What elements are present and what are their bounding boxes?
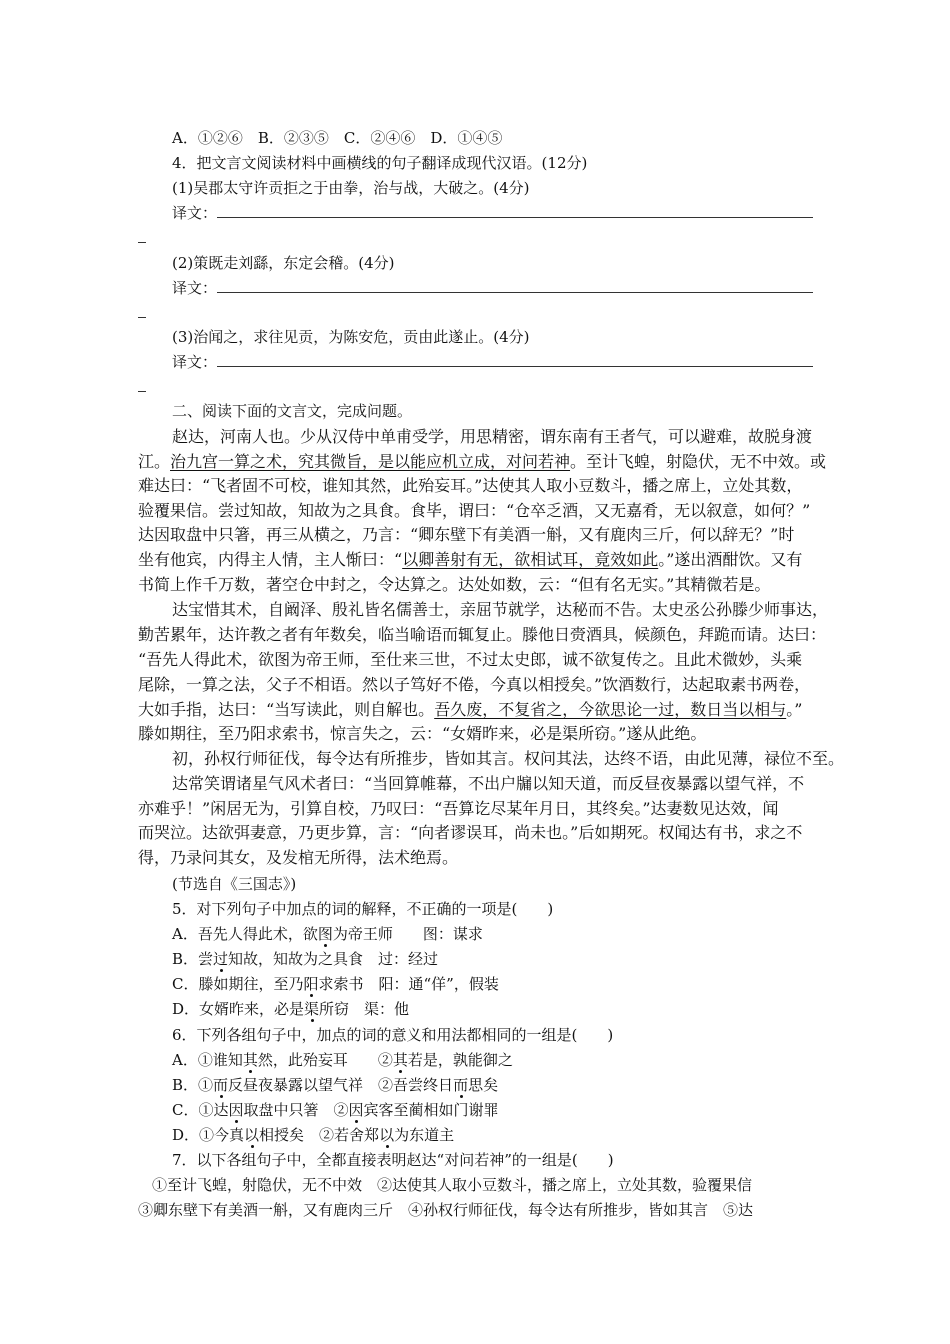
passage-line: 达常笑谓诸星气风术者曰：“当回算帷幕，不出户牖以知天道，而反昼夜暴露以望气祥，不: [172, 774, 805, 793]
source-note: (节选自《三国志》): [172, 875, 297, 893]
q4-item-2: (2)策既走刘繇，东定会稽。(4分): [172, 254, 395, 272]
passage-line: 达宝惜其术，自阚泽、殷礼皆名儒善士，亲屈节就学，达秘而不告。太史丞公孙滕少师事达，: [172, 600, 829, 619]
q4-answer-row-2: [172, 278, 813, 298]
q5-stem: 5．对下列句子中加点的词的解释，不正确的一项是( ): [172, 900, 554, 918]
q6-option-c: C．①达因取盘中只箸 ②因宾客至蔺相如门谢罪: [172, 1101, 499, 1119]
overflow-dash: [138, 242, 146, 243]
q5-option-c: C．滕如期往，至乃阳求索书 阳：通“佯”，假装: [172, 975, 499, 993]
passage-line: 滕如期往，至乃阳求索书，惊言失之，云：“女婿昨来，必是渠所窃。”遂从此绝。: [138, 724, 707, 743]
translation-label: 译文：: [172, 353, 218, 371]
answer-blank[interactable]: [217, 352, 813, 367]
q7-choices-line-1: ①至计飞蝗，射隐伏，无不中效 ②达使其人取小豆数斗，播之席上，立处其数，验覆果信: [152, 1176, 753, 1194]
passage-line: 初，孙权行师征伐，每令达有所推步，皆如其言。权问其法，达终不语，由此见薄，禄位不至。: [172, 749, 845, 768]
passage-line: 坐有他宾，内得主人情，主人惭曰：“以卿善射有无，欲相试耳，竟效如此。”遂出酒酣饮。又有: [138, 550, 803, 569]
passage-line: “吾先人得此术，欲图为帝王师，至仕来三世，不过太史郎，诚不欲复传之。且此术微妙，头乘: [138, 650, 803, 669]
passage-line: 江。治九宫一算之术，究其微旨，是以能应机立成，对问若神。至计飞蝗，射隐伏，无不中效。或: [138, 452, 827, 471]
q5-option-b: B．尝过知故，知故为之具食 过：经过: [172, 950, 439, 968]
overflow-dash: [138, 317, 146, 318]
q4-item-3: (3)治闻之，求往见贡，为陈安危，贡由此遂止。(4分): [172, 328, 530, 346]
answer-blank[interactable]: [217, 278, 813, 293]
q7-stem: 7．以下各组句子中，全都直接表明赵达“对问若神”的一组是( ): [172, 1151, 614, 1169]
q5-option-d: D．女婿昨来，必是渠所窃 渠：他: [172, 1000, 410, 1018]
q6-option-b: B．①而反昼夜暴露以望气祥 ②吾尝终日而思矣: [172, 1076, 499, 1094]
underlined-sentence-3: 吾久废，不复省之，今欲思论一过，数日当以相与: [434, 700, 787, 719]
passage-line: 大如手指，达曰：“当写读此，则自解也。吾久废，不复省之，今欲思论一过，数日当以相与。”: [138, 700, 803, 719]
translation-label: 译文：: [172, 204, 218, 222]
q7-choices-line-2: ③卿东壁下有美酒一斛，又有鹿肉三斤 ④孙权行师征伐，每令达有所推步，皆如其言 ⑤达: [138, 1201, 754, 1219]
passage-line: 达因取盘中只箸，再三从横之，乃言：“卿东壁下有美酒一斛，又有鹿肉三斤，何以辞无？”时: [138, 525, 795, 544]
answer-blank[interactable]: [217, 203, 813, 218]
q6-stem: 6．下列各组句子中，加点的词的意义和用法都相同的一组是( ): [172, 1026, 614, 1044]
q6-option-a: A．①谁知其然，此殆妄耳 ②其若是，孰能御之: [172, 1051, 513, 1069]
q3-options: A．①②⑥ B．②③⑤ C．②④⑥ D．①④⑤: [172, 129, 503, 147]
passage-line: 而哭泣。达欲弭妻意，乃更步算，言：“向者谬误耳，尚未也。”后如期死。权闻达有书，求之不: [138, 823, 803, 842]
q6-option-d: D．①今真以相授矣 ②若舍郑以为东道主: [172, 1126, 455, 1144]
passage-line: 亦难乎！”闲居无为，引算自校，乃叹曰：“吾算讫尽某年月日，其终矣。”达妻数见达效，闻: [138, 799, 779, 818]
passage-line: 得，乃录问其女，及发棺无所得，法术绝焉。: [138, 848, 459, 867]
translation-label: 译文：: [172, 279, 218, 297]
passage-line: 勤苦累年，达许教之者有年数矣，临当喻语而辄复止。滕他日赍酒具，候颜色，拜跪而请。达曰：: [138, 625, 827, 644]
underlined-sentence-2: 以卿善射有无，欲相试耳，竟效如此: [402, 550, 659, 569]
section2-heading: 二、阅读下面的文言文，完成问题。: [172, 402, 413, 420]
underlined-sentence-1: 治九宫一算之术，究其微旨，是以能应机立成，对问若神: [170, 452, 571, 471]
q4-answer-row-1: [172, 203, 813, 223]
q4-item-1: (1)吴郡太守许贡拒之于由拳，治与战，大破之。(4分): [172, 179, 530, 197]
passage-line: 书简上作千万数，著空仓中封之，令达算之。达处如数，云：“但有名无实。”其精微若是。: [138, 575, 771, 594]
q5-option-a: A．吾先人得此术，欲图为帝王师 图：谋求: [172, 925, 483, 943]
passage-line: 难达曰：“飞者固不可校，谁知其然，此殆妄耳。”达使其人取小豆数斗，播之席上，立处其数，: [138, 476, 803, 495]
q4-title: 4．把文言文阅读材料中画横线的句子翻译成现代汉语。(12分): [172, 154, 588, 172]
passage-line: 验覆果信。尝过知故，知故为之具食。食毕，谓曰：“仓卒乏酒，又无嘉肴，无以叙意，如何？”: [138, 501, 811, 520]
q4-answer-row-3: [172, 352, 813, 372]
passage-line: 赵达，河南人也。少从汉侍中单甫受学，用思精密，谓东南有王者气，可以避难，故脱身渡: [172, 427, 813, 446]
overflow-dash: [138, 391, 146, 392]
passage-line: 尾除，一算之法，父子不相语。然以子笃好不倦，今真以相授矣。”饮酒数行，达起取素书两卷，: [138, 675, 811, 694]
